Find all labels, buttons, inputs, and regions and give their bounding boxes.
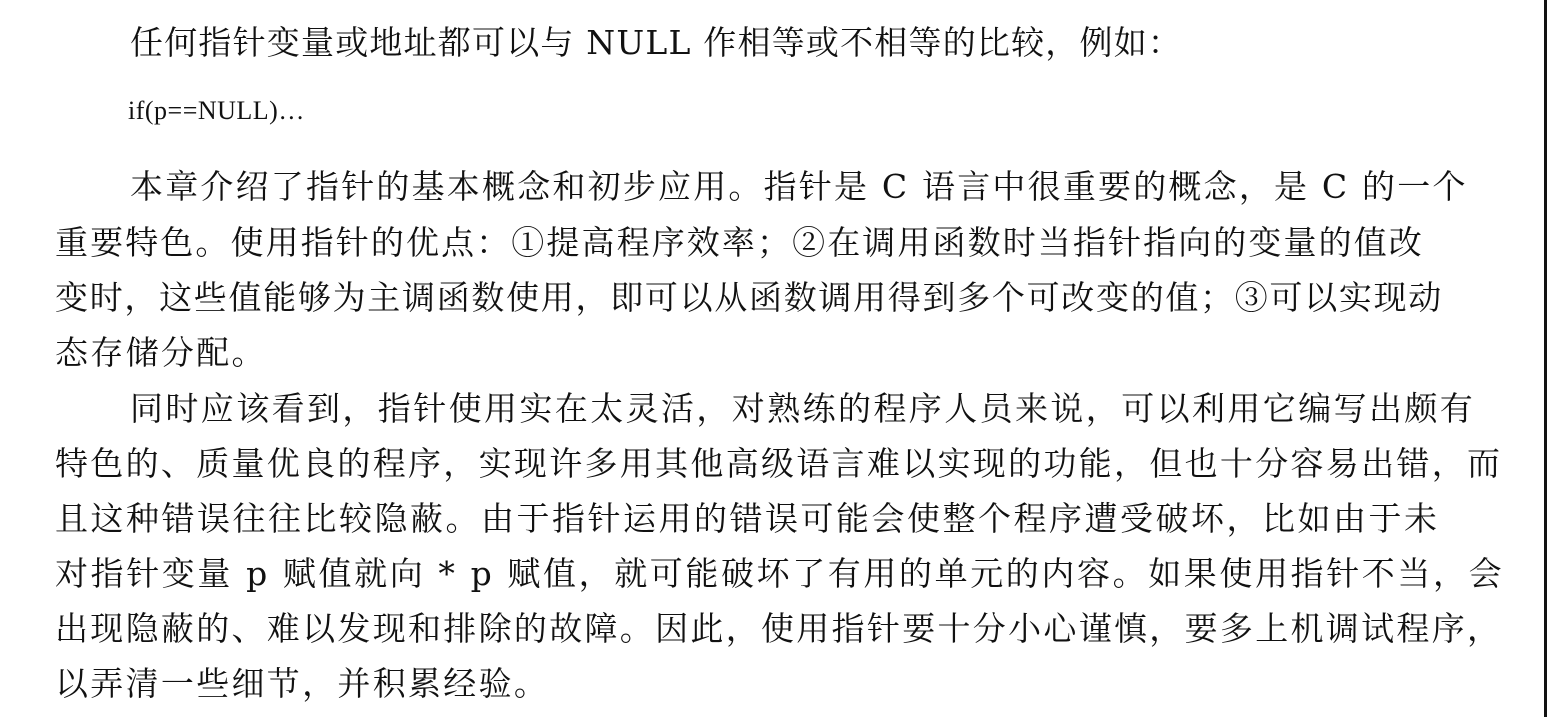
chapter-summary-line-1: 本章介绍了指针的基本概念和初步应用。指针是 C 语言中很重要的概念，是 C 的一个 [130, 167, 1468, 206]
pointer-caution-line-1: 同时应该看到，指针使用实在太灵活，对熟练的程序人员来说，可以利用它编写出颇有 [130, 389, 1476, 428]
code-example: if(p==NULL)… [128, 96, 305, 125]
pointer-caution-line-5: 出现隐蔽的、难以发现和排除的故障。因此，使用指针要十分小心谨慎，要多上机调试程序， [55, 609, 1503, 648]
pointer-caution-line-4: 对指针变量 p 赋值就向 * p 赋值，就可能破坏了有用的单元的内容。如果使用指针不当，会 [55, 554, 1505, 593]
chapter-summary-line-4: 态存储分配。 [55, 333, 267, 372]
null-comparison-sentence: 任何指针变量或地址都可以与 NULL 作相等或不相等的比较，例如： [130, 23, 1183, 62]
chapter-summary-line-3: 变时，这些值能够为主调函数使用，即可以从函数调用得到多个可改变的值；③可以实现动 [55, 278, 1443, 317]
pointer-caution-line-6: 以弄清一些细节，并积累经验。 [55, 664, 550, 703]
pointer-caution-line-2: 特色的、质量优良的程序，实现许多用其他高级语言难以实现的功能，但也十分容易出错，而 [55, 444, 1503, 483]
chapter-summary-line-2: 重要特色。使用指针的优点：①提高程序效率；②在调用函数时当指针指向的变量的值改 [55, 223, 1424, 262]
pointer-caution-line-3: 且这种错误往往比较隐蔽。由于指针运用的错误可能会使整个程序遭受破坏，比如由于未 [55, 499, 1440, 538]
